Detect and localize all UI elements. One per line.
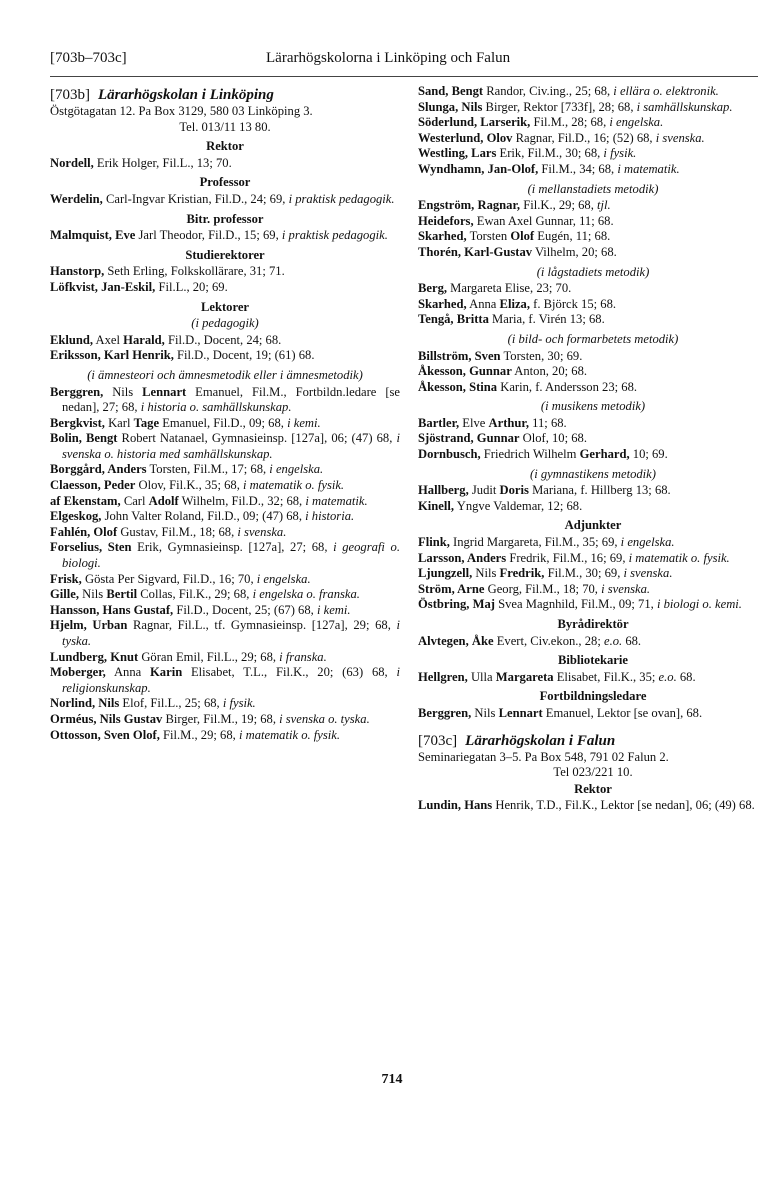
entry: Slunga, Nils Birger, Rektor [733f], 28; 68, i samhällskunskap. bbox=[418, 99, 733, 114]
entry: Bolin, Bengt Robert Natanael, Gymnasieinsp. [127a], 06; (47) 68, i svenska o. historia med samhällskunskap. bbox=[50, 431, 400, 461]
entry: Borggård, Anders Torsten, Fil.M., 17; 68, i engelska. bbox=[50, 462, 324, 477]
subcategory-heading: (i gymnastikens metodik) bbox=[530, 466, 656, 481]
entry: Berg, Margareta Elise, 23; 70. bbox=[418, 281, 572, 296]
entry: Moberger, Anna Karin Elisabet, T.L., Fil.K., 20; (63) 68, i religionskunskap. bbox=[50, 665, 400, 695]
section-703c-heading bbox=[418, 732, 768, 750]
category-heading: Adjunkter bbox=[564, 518, 622, 533]
entry: af Ekenstam, Carl Adolf Wilhelm, Fil.D., 32; 68, i matematik. bbox=[50, 493, 368, 508]
entry: Sjöstrand, Gunnar Olof, 10; 68. bbox=[418, 431, 587, 446]
section-address: Seminariegatan 3–5. Pa Box 548, 791 02 Falun 2. bbox=[418, 749, 669, 764]
subcategory-heading: (i mellanstadiets metodik) bbox=[527, 181, 659, 196]
entry: Forselius, Sten Erik, Gymnasieinsp. [127a], 27; 68, i geografi o. biologi. bbox=[50, 540, 400, 571]
category-heading: Bibliotekarie bbox=[558, 653, 628, 668]
entry: Ljungzell, Nils Fredrik, Fil.M., 30; 69, i svenska. bbox=[418, 566, 673, 581]
entry: Sand, Bengt Randor, Civ.ing., 25; 68, i ellära o. elektronik. bbox=[418, 84, 719, 98]
entry: Wyndhamn, Jan-Olof, Fil.M., 34; 68, i matematik. bbox=[418, 161, 680, 176]
entry: Berggren, Nils Lennart Emanuel, Fil.M., Fortbildn.ledare [se nedan], 27; 68, i historia o. samhällskunskap. bbox=[50, 384, 401, 415]
right-column bbox=[418, 84, 768, 814]
entry: Flink, Ingrid Margareta, Fil.M., 35; 69, i engelska. bbox=[418, 535, 675, 550]
entry: Östbring, Maj Svea Magnhild, Fil.M., 09; 71, i biologi o. kemi. bbox=[418, 597, 742, 612]
entry: Norlind, Nils Elof, Fil.L., 25; 68, i fysik. bbox=[50, 696, 256, 711]
category-heading: Fortbildningsledare bbox=[539, 689, 647, 704]
category-heading: Professor bbox=[199, 175, 251, 190]
entry: Eklund, Axel Harald, Fil.D., Docent, 24; 68. bbox=[50, 332, 282, 347]
entry: Ottosson, Sven Olof, Fil.M., 29; 68, i matematik o. fysik. bbox=[50, 727, 341, 742]
entry: Hellgren, Ulla Margareta Elisabet, Fil.K., 35; e.o. 68. bbox=[418, 669, 696, 684]
entry: Bartler, Elve Arthur, 11; 68. bbox=[418, 415, 567, 430]
entry: Larsson, Anders Fredrik, Fil.M., 16; 69, i matematik o. fysik. bbox=[418, 550, 730, 565]
entry: Heidefors, Ewan Axel Gunnar, 11; 68. bbox=[418, 213, 614, 228]
entry: Åkesson, Stina Karin, f. Andersson 23; 68. bbox=[418, 379, 638, 394]
category-heading: Rektor bbox=[206, 139, 244, 154]
subcategory-heading: (i lågstadiets metodik) bbox=[536, 264, 650, 279]
section-address: Östgötagatan 12. Pa Box 3129, 580 03 Linköping 3. bbox=[50, 104, 313, 118]
entry: Westling, Lars Erik, Fil.M., 30; 68, i fysik. bbox=[418, 146, 637, 161]
entry: Skarhed, Anna Eliza, f. Björck 15; 68. bbox=[418, 296, 617, 311]
entry: Hallberg, Judit Doris Mariana, f. Hillberg 13; 68. bbox=[418, 483, 671, 498]
entry: Bergkvist, Karl Tage Emanuel, Fil.D., 09; 68, i kemi. bbox=[50, 415, 321, 430]
subcategory-heading: (i bild- och formarbetets metodik) bbox=[507, 331, 679, 346]
entry: Nordell, Erik Holger, Fil.L., 13; 70. bbox=[50, 155, 232, 170]
entry: Frisk, Gösta Per Sigvard, Fil.D., 16; 70, i engelska. bbox=[50, 571, 311, 586]
section-703b-heading bbox=[50, 86, 400, 104]
entry: Hjelm, Urban Ragnar, Fil.L., tf. Gymnasieinsp. [127a], 29; 68, i tyska. bbox=[50, 618, 400, 648]
section-name: Lärarhögskolan i Falun bbox=[465, 732, 616, 749]
category-heading: Bitr. professor bbox=[186, 211, 264, 226]
entry: Hansson, Hans Gustaf, Fil.D., Docent, 25; (67) 68, i kemi. bbox=[50, 602, 351, 617]
entry: Alvtegen, Åke Evert, Civ.ekon., 28; e.o. 68. bbox=[418, 633, 642, 648]
entry: Engström, Ragnar, Fil.K., 29; 68, tjl. bbox=[418, 198, 611, 213]
entry: Skarhed, Torsten Olof Eugén, 11; 68. bbox=[418, 229, 611, 244]
subcategory-heading: (i musikens metodik) bbox=[540, 399, 646, 414]
entry: Hanstorp, Seth Erling, Folkskollärare, 31; 71. bbox=[50, 264, 285, 279]
entry: Elgeskog, John Valter Roland, Fil.D., 09; (47) 68, i historia. bbox=[50, 509, 355, 524]
entry: Thorén, Karl-Gustav Vilhelm, 20; 68. bbox=[418, 244, 617, 259]
entry: Ström, Arne Georg, Fil.M., 18; 70, i svenska. bbox=[418, 581, 651, 596]
entry: Fahlén, Olof Gustav, Fil.M., 18; 68, i svenska. bbox=[50, 524, 287, 539]
running-header bbox=[50, 50, 758, 70]
entry: Tengå, Britta Maria, f. Virén 13; 68. bbox=[418, 312, 605, 327]
category-heading: Rektor bbox=[574, 781, 612, 796]
entry: Werdelin, Carl-Ingvar Kristian, Fil.D., 24; 69, i praktisk pedagogik. bbox=[50, 191, 395, 206]
subcategory-heading: (i ämnesteori och ämnesmetodik eller i ämnesmetodik) bbox=[87, 367, 363, 382]
entry: Lundin, Hans Henrik, T.D., Fil.K., Lektor [se nedan], 06; (49) 68. bbox=[418, 798, 755, 813]
entry: Billström, Sven Torsten, 30; 69. bbox=[418, 348, 583, 363]
section-name: Lärarhögskolan i Linköping bbox=[98, 87, 274, 103]
header-section-range: [703b–703c] bbox=[50, 50, 127, 66]
section-code: [703b] bbox=[50, 87, 90, 103]
entry: Kinell, Yngve Valdemar, 12; 68. bbox=[418, 498, 583, 513]
entry: Claesson, Peder Olov, Fil.K., 35; 68, i matematik o. fysik. bbox=[50, 478, 345, 493]
entry: Åkesson, Gunnar Anton, 20; 68. bbox=[418, 364, 588, 379]
entry: Lundberg, Knut Göran Emil, Fil.L., 29; 68, i franska. bbox=[50, 649, 327, 664]
left-column bbox=[50, 84, 400, 743]
entry: Löfkvist, Jan-Eskil, Fil.L., 20; 69. bbox=[50, 279, 228, 294]
category-heading: Lektorer bbox=[200, 299, 250, 314]
header-rule bbox=[50, 76, 758, 77]
category-heading: Byrådirektör bbox=[557, 617, 629, 631]
page-number: 714 bbox=[381, 1072, 403, 1087]
header-title: Lärarhögskolorna i Linköping och Falun bbox=[266, 50, 511, 66]
subcategory-heading: (i pedagogik) bbox=[191, 316, 259, 331]
entry: Malmquist, Eve Jarl Theodor, Fil.D., 15; 69, i praktisk pedagogik. bbox=[50, 228, 388, 243]
section-code: [703c] bbox=[418, 732, 458, 749]
category-heading: Studierektorer bbox=[185, 247, 265, 262]
entry: Söderlund, Larserik, Fil.M., 28; 68, i engelska. bbox=[418, 115, 664, 130]
entry: Eriksson, Karl Henrik, Fil.D., Docent, 19; (61) 68. bbox=[50, 348, 315, 363]
entry: Berggren, Nils Lennart Emanuel, Lektor [se ovan], 68. bbox=[418, 705, 703, 720]
section-telephone: Tel. 013/11 13 80. bbox=[179, 119, 271, 134]
entry: Westerlund, Olov Ragnar, Fil.D., 16; (52) 68, i svenska. bbox=[418, 130, 705, 145]
entry: Dornbusch, Friedrich Wilhelm Gerhard, 10; 69. bbox=[418, 447, 668, 462]
entry: Orméus, Nils Gustav Birger, Fil.M., 19; 68, i svenska o. tyska. bbox=[50, 711, 370, 726]
section-telephone: Tel 023/221 10. bbox=[553, 765, 633, 780]
entry: Gille, Nils Bertil Collas, Fil.K., 29; 68, i engelska o. franska. bbox=[50, 587, 360, 602]
